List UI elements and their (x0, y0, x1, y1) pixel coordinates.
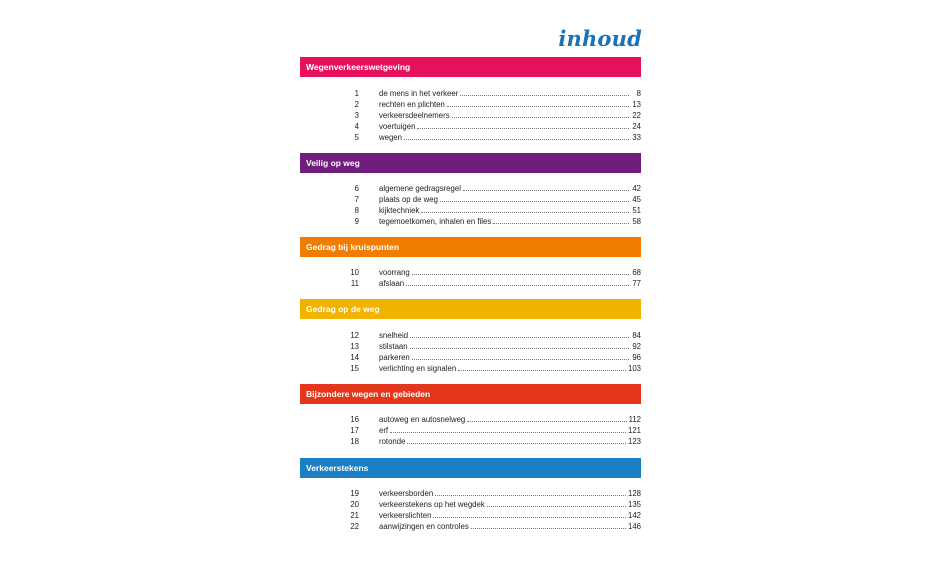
chapter-number: 10 (350, 268, 359, 277)
chapter-number: 7 (354, 195, 359, 204)
chapter-number: 12 (350, 331, 359, 340)
page-number: 24 (632, 122, 641, 131)
chapter-number: 14 (350, 353, 359, 362)
toc-entry (340, 110, 641, 121)
page-number: 58 (632, 217, 641, 226)
chapter-number: 6 (354, 184, 359, 193)
chapter-title: stilstaan (379, 342, 408, 351)
section-header-veilig-op-weg: Veilig op weg (300, 153, 641, 173)
page-number: 123 (627, 437, 641, 446)
page-number: 77 (632, 279, 641, 288)
chapter-number: 13 (350, 342, 359, 351)
chapter-title: autoweg en autosnelweg (379, 415, 466, 424)
dot-leader (421, 206, 629, 213)
chapter-number: 11 (350, 279, 359, 288)
section-header-bijzondere-wegen-en-gebieden: Bijzondere wegen en gebieden (300, 384, 641, 404)
section-header-verkeerstekens: Verkeerstekens (300, 458, 641, 478)
page-number: 42 (632, 184, 641, 193)
toc-entry (340, 267, 641, 278)
section-header-gedrag-op-de-weg: Gedrag op de weg (300, 299, 641, 319)
page-number: 128 (627, 489, 641, 498)
toc-entry (340, 363, 641, 374)
page-number: 84 (632, 331, 641, 340)
chapter-number: 9 (354, 217, 359, 226)
chapter-number: 20 (350, 500, 359, 509)
dot-leader (412, 268, 629, 275)
toc-entry (340, 216, 641, 227)
chapter-title: de mens in het verkeer (379, 89, 459, 98)
dot-leader (460, 89, 629, 96)
dot-leader (467, 415, 626, 422)
chapter-number: 18 (350, 437, 359, 446)
toc-entry (340, 425, 641, 436)
chapter-title: erf (379, 426, 389, 435)
dot-leader (447, 100, 629, 107)
section-entries (340, 414, 641, 447)
chapter-title: parkeren (379, 353, 410, 362)
chapter-number: 2 (354, 100, 359, 109)
chapter-number: 22 (350, 522, 359, 531)
chapter-title: algemene gedragsregel (379, 184, 461, 193)
dot-leader (410, 342, 629, 349)
section-header-gedrag-bij-kruispunten: Gedrag bij kruispunten (300, 237, 641, 257)
toc-entry (340, 521, 641, 532)
dot-leader (452, 111, 629, 118)
dot-leader (433, 511, 626, 518)
page-number: 92 (632, 342, 641, 351)
page-number: 112 (628, 415, 641, 424)
toc-entry (340, 414, 641, 425)
chapter-title: verkeerslichten (379, 511, 432, 520)
toc-entry (340, 352, 641, 363)
toc-entry (340, 488, 641, 499)
page-number: 22 (632, 111, 641, 120)
chapter-number: 4 (354, 122, 359, 131)
dot-leader (463, 184, 629, 191)
dot-leader (412, 353, 629, 360)
page-title: inhoud (558, 26, 642, 51)
toc-entry (340, 99, 641, 110)
chapter-number: 1 (354, 89, 359, 98)
toc-entry (340, 88, 641, 99)
chapter-title: rechten en plichten (379, 100, 445, 109)
dot-leader (407, 437, 626, 444)
chapter-number: 21 (350, 511, 359, 520)
page-number: 146 (627, 522, 641, 531)
chapter-number: 3 (354, 111, 359, 120)
toc-entry (340, 436, 641, 447)
toc-entry (340, 194, 641, 205)
chapter-title: verkeersborden (379, 489, 434, 498)
dot-leader (458, 364, 626, 371)
page-number: 96 (632, 353, 641, 362)
dot-leader (440, 195, 629, 202)
toc-entry (340, 499, 641, 510)
page-number: 121 (627, 426, 641, 435)
dot-leader (406, 279, 629, 286)
page-number: 33 (632, 133, 641, 142)
toc-entry (340, 278, 641, 289)
chapter-title: wegen (379, 133, 402, 142)
toc-entry (340, 183, 641, 194)
chapter-title: tegemoetkomen, inhalen en files (379, 217, 492, 226)
toc-entry (340, 330, 641, 341)
chapter-title: verlichting en signalen (379, 364, 457, 373)
section-header-wegenverkeerswetgeving: Wegenverkeerswetgeving (300, 57, 641, 77)
chapter-number: 17 (350, 426, 359, 435)
chapter-title: aanwijzingen en controles (379, 522, 469, 531)
page-number: 135 (627, 500, 641, 509)
section-entries (340, 183, 641, 227)
page-number: 45 (632, 195, 641, 204)
dot-leader (435, 489, 626, 496)
section-entries (340, 88, 641, 143)
chapter-title: voertuigen (379, 122, 416, 131)
chapter-number: 15 (350, 364, 359, 373)
chapter-number: 19 (350, 489, 359, 498)
toc-entry (340, 341, 641, 352)
chapter-title: kijktechniek (379, 206, 420, 215)
chapter-title: plaats op de weg (379, 195, 438, 204)
page-number: 103 (627, 364, 641, 373)
chapter-title: voorrang (379, 268, 410, 277)
page-number: 8 (636, 89, 641, 98)
chapter-number: 8 (354, 206, 359, 215)
dot-leader (471, 522, 626, 529)
chapter-title: verkeerstekens op het wegdek (379, 500, 485, 509)
page-number: 51 (632, 206, 641, 215)
section-entries (340, 330, 641, 374)
page-number: 13 (632, 100, 641, 109)
chapter-title: snelheid (379, 331, 409, 340)
chapter-number: 5 (354, 133, 359, 142)
dot-leader (487, 500, 626, 507)
chapter-title: verkeersdeelnemers (379, 111, 450, 120)
chapter-title: afslaan (379, 279, 405, 288)
chapter-number: 16 (350, 415, 359, 424)
section-entries (340, 488, 641, 532)
toc-entry (340, 121, 641, 132)
toc-entry (340, 510, 641, 521)
toc-entry (340, 205, 641, 216)
dot-leader (417, 122, 629, 129)
page-number: 142 (627, 511, 641, 520)
dot-leader (390, 426, 626, 433)
page-number: 68 (632, 268, 641, 277)
dot-leader (404, 133, 629, 140)
chapter-title: rotonde (379, 437, 406, 446)
dot-leader (410, 331, 629, 338)
toc-entry (340, 132, 641, 143)
section-entries (340, 267, 641, 289)
dot-leader (493, 217, 629, 224)
